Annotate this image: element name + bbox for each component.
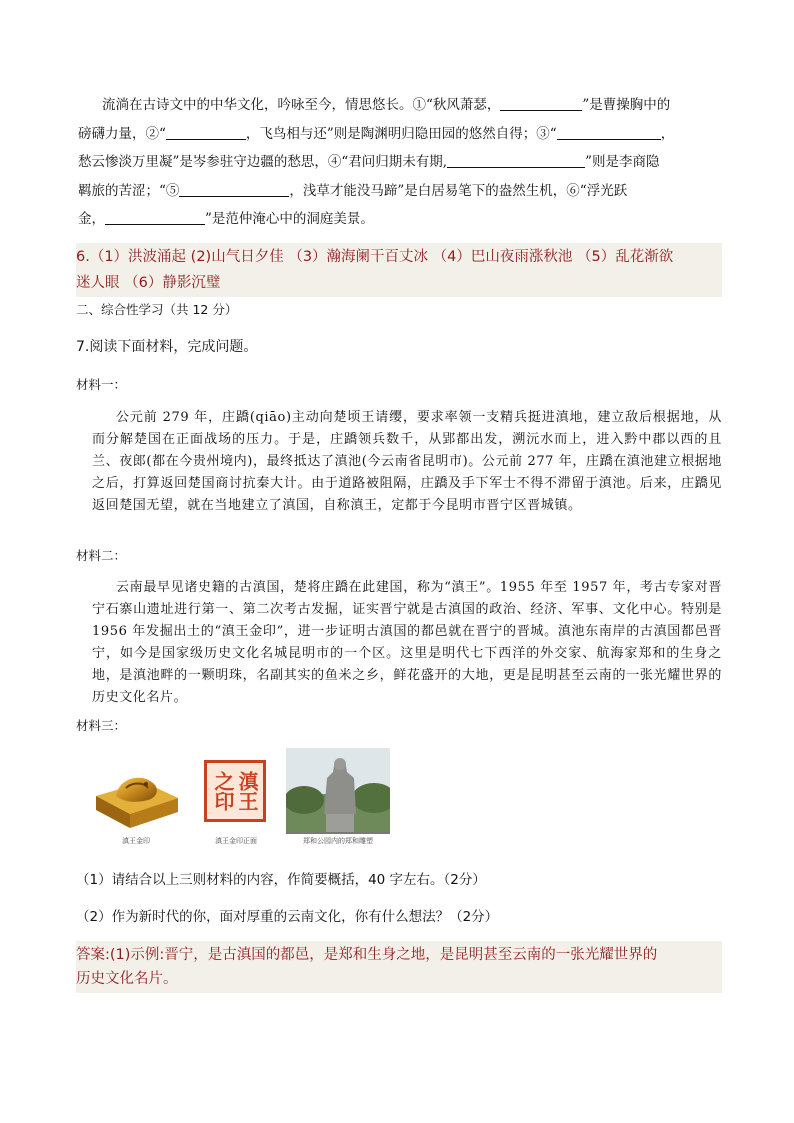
blank-5 (179, 180, 289, 197)
material-1-body: 公元前 279 年，庄蹻(qiāo)主动向楚顷王请缨，要求率领一支精兵挺进滇地，建立敌后根据地，从而分解楚国在正面战场的压力。于是，庄蹻领兵数千，从郢都出发，溯沅水而上，进入黔中郡以西的且兰、夜郎(都在今贵州境内)，最终抵达了滇池(今云南省昆明市)。公元前 277 年，庄蹻在滇池建立根据地之后，打算返回楚国商讨抗秦大计。由于道路被阻隔，庄蹻及手下军士不得不滞留于滇池。后来，庄蹻见返回楚国无望，就在当地建立了滇国，自称滇王，定都于今昆明市晋宁区晋城镇。 (92, 410, 722, 513)
golden-seal-icon (86, 748, 186, 848)
poem-line-2: 磅礴力量，②“ ，飞鸟相与还”则是陶渊明归隐田园的悠然自得；③“ ， (78, 120, 726, 149)
poem-paragraph (78, 91, 726, 234)
material-2-body: 云南最早见诸史籍的古滇国，楚将庄蹻在此建国，称为“滇王”。1955 年至 1957 年，考古专家对晋宁石寨山遗址进行第一、第二次考古发掘，证实晋宁就是古滇国的政治、经济、军事、文化中心。特别是 1956 年发掘出土的“滇王金印”，进一步证明古滇国的都邑就在晋宁的晋城。滇池东南岸的古滇国都邑晋宁，如今是国家级历史文化名城昆明市的一个区。这里是明代七下西洋的外交家、航海家郑和的生身之地，是滇池畔的一颗明珠，名副其实的鱼米之乡，鲜花盛开的大地，更是昆明甚至云南的一张光耀世界的历史文化名片。 (92, 580, 722, 705)
poem-line-1: 流淌在古诗文中的中华文化，吟咏至今，情思悠长。①“秋风萧瑟， ”是曹操胸中的 (78, 91, 726, 120)
caption-1: 滇王金印 (122, 837, 150, 845)
answer-7 (76, 941, 722, 993)
seal-imprint-box (204, 760, 266, 822)
poem-line-4: 羁旅的苦涩；“⑤ ，浅草才能没马蹄”是白居易笔下的盎然生机，⑥“浮光跃 (78, 177, 726, 206)
poem-line-3: 愁云惨淡万里凝”是岑参驻守边疆的愁思，④“君问归期未有期, ”则是李商隐 (78, 148, 726, 177)
seal-imprint-text: 滇王之印 (211, 771, 259, 811)
blank-2 (166, 123, 246, 140)
golden-seal-image (86, 748, 186, 848)
answer-6-line-2: 迷人眼 （6）静影沉璧 (76, 275, 221, 291)
sub-question-2: （2）作为新时代的你，面对厚重的云南文化，你有什么想法？（2分） (76, 909, 499, 925)
caption-2: 滇王金印正面 (215, 837, 257, 845)
material-2-heading: 材料二： (76, 548, 127, 563)
blank-4 (447, 151, 585, 168)
answer-7-line-1: 答案:(1)示例:晋宁，是古滇国的都邑，是郑和生身之地，是昆明甚至云南的一张光耀世界的 (76, 947, 658, 963)
blank-3 (557, 123, 661, 140)
answer-6 (76, 243, 722, 297)
section-title: 二、综合性学习（共 12 分） (76, 302, 238, 317)
caption-3: 郑和公园内的郑和雕塑 (303, 837, 373, 845)
material-3-heading: 材料三： (76, 718, 127, 733)
blank-6 (105, 208, 205, 225)
poem-line-5: 金， ”是范仲淹心中的洞庭美景。 (78, 205, 726, 234)
question-7-title: 7.阅读下面材料，完成问题。 (76, 339, 258, 355)
material-3-image-strip (86, 748, 390, 848)
answer-7-line-2: 历史文化名片。 (76, 971, 178, 987)
material-1-heading: 材料一： (76, 377, 127, 392)
answer-6-line-1: 6.（1）洪波涌起 (2)山气日夕佳 （3）瀚海阑干百丈冰 （4）巴山夜雨涨秋池 （5）乱花渐欲 (76, 249, 674, 265)
statue-image (286, 748, 390, 848)
statue-icon (286, 748, 390, 848)
blank-1 (500, 94, 582, 111)
seal-imprint-image (186, 748, 286, 848)
sub-question-1: （1）请结合以上三则材料的内容，作简要概括，40 字左右。（2分） (76, 872, 486, 888)
